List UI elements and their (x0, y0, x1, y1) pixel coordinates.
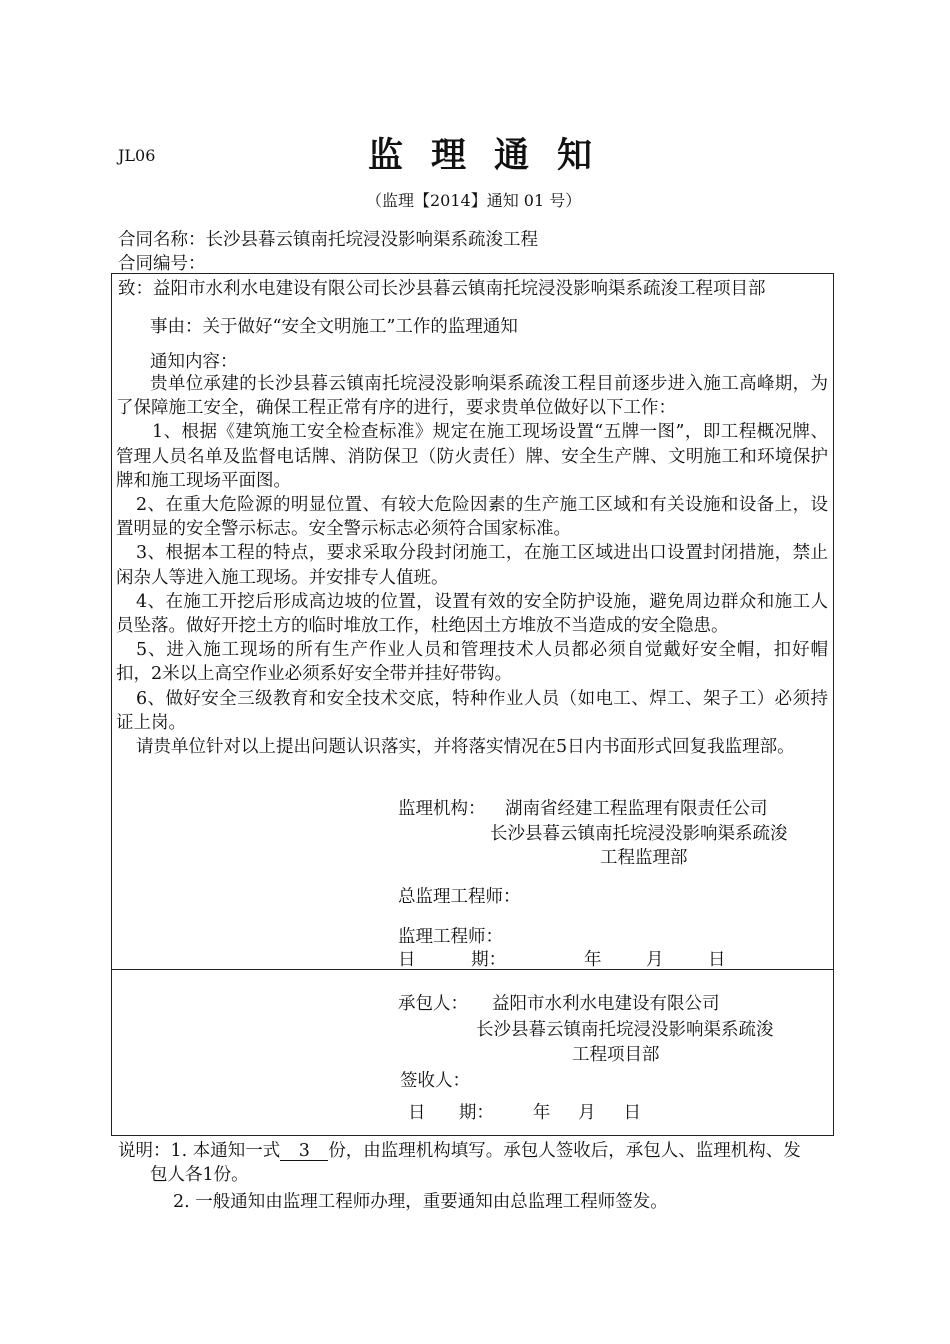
contract-number: 合同编号： (118, 254, 206, 274)
body-paragraph: 6、做好安全三级教育和安全技术交底，特种作业人员（如电工、焊工、架子工）必须持证上岗。 (116, 688, 828, 733)
copies-count: 3 (280, 1142, 328, 1161)
content-label: 通知内容： (150, 352, 238, 372)
body-paragraph: 2、在重大危险源的明显位置、有较大危险因素的生产施工区域和有关设施和设备上，设置明显的安全警示标志。安全警示标志必须符合国家标准。 (116, 495, 828, 540)
note-line2: 2. 一般通知由监理工程师办理，重要通知由总监理工程师签发。 (173, 1192, 668, 1212)
note-suffix: 份，由监理机构填写。承包人签收后，承包人、监理机构、发 (328, 1141, 801, 1161)
recipient: 致：益阳市水利水电建设有限公司长沙县暮云镇南托垸浸没影响渠系疏浚工程项目部 (118, 279, 766, 299)
signer-field: 签收人： (400, 1071, 470, 1091)
document-title: 监理通知 (368, 135, 621, 176)
contractor-line3: 工程项目部 (572, 1045, 660, 1065)
supervisor-org-label: 监理机构： (398, 799, 486, 819)
chief-engineer-field: 总监理工程师： (398, 887, 521, 907)
supervisor-org-line2: 长沙县暮云镇南托垸浸没影响渠系疏浚 (490, 824, 788, 844)
engineer-field: 监理工程师： (398, 927, 503, 947)
body-paragraph: 请贵单位针对以上提出问题认识落实，并将落实情况在5日内书面形式回复我监理部。 (136, 737, 795, 758)
form-code: JL06 (118, 146, 156, 165)
supervisor-date-field: 日 期： 年 月 日 (398, 950, 726, 970)
supervisor-org-line3: 工程监理部 (600, 848, 688, 868)
notice-number: （监理【2014】通知 01 号） (366, 191, 582, 210)
contract-name: 合同名称：长沙县暮云镇南托垸浸没影响渠系疏浚工程 (118, 230, 538, 250)
body-paragraph: 贵单位承建的长沙县暮云镇南托垸浸没影响渠系疏浚工程目前逐步进入施工高峰期，为了保障施工安全，确保工程正常有序的进行，要求贵单位做好以下工作： (116, 374, 828, 419)
notice-body (116, 372, 828, 759)
contractor-date-field: 日 期： 年 月 日 (408, 1103, 641, 1123)
supervisor-org-line1: 湖南省经建工程监理有限责任公司 (505, 799, 768, 819)
contractor-line1: 益阳市水利水电建设有限公司 (492, 994, 720, 1014)
contractor-label: 承包人： (398, 994, 468, 1014)
body-paragraph: 1、根据《建筑施工安全检查标准》规定在施工现场设置“五牌一图”，即工程概况牌、管理人员名单及监督电话牌、消防保卫（防火责任）牌、安全生产牌、文明施工和环境保护牌和施工现场平面图。 (116, 422, 828, 491)
contractor-line2: 长沙县暮云镇南托垸浸没影响渠系疏浚 (476, 1020, 774, 1040)
body-paragraph: 5、进入施工现场的所有生产作业人员和管理技术人员都必须自觉戴好安全帽，扣好帽扣，2米以上高空作业必须系好安全带并挂好带钩。 (116, 640, 828, 685)
subject: 事由：关于做好“安全文明施工”工作的监理通知 (150, 317, 518, 337)
note-line1 (118, 1139, 801, 1163)
note-line1-cont: 包人各1份。 (150, 1165, 249, 1185)
body-paragraph: 4、在施工开挖后形成高边坡的位置，设置有效的安全防护设施，避免周边群众和施工人员坠落。做好开挖土方的临时堆放工作，杜绝因土方堆放不当造成的安全隐患。 (116, 591, 828, 637)
body-paragraph: 3、根据本工程的特点，要求采取分段封闭施工，在施工区域进出口设置封闭措施，禁止闲杂人等进入施工现场。并安排专人值班。 (116, 543, 828, 588)
note-prefix: 说明：1. 本通知一式 (118, 1141, 281, 1161)
